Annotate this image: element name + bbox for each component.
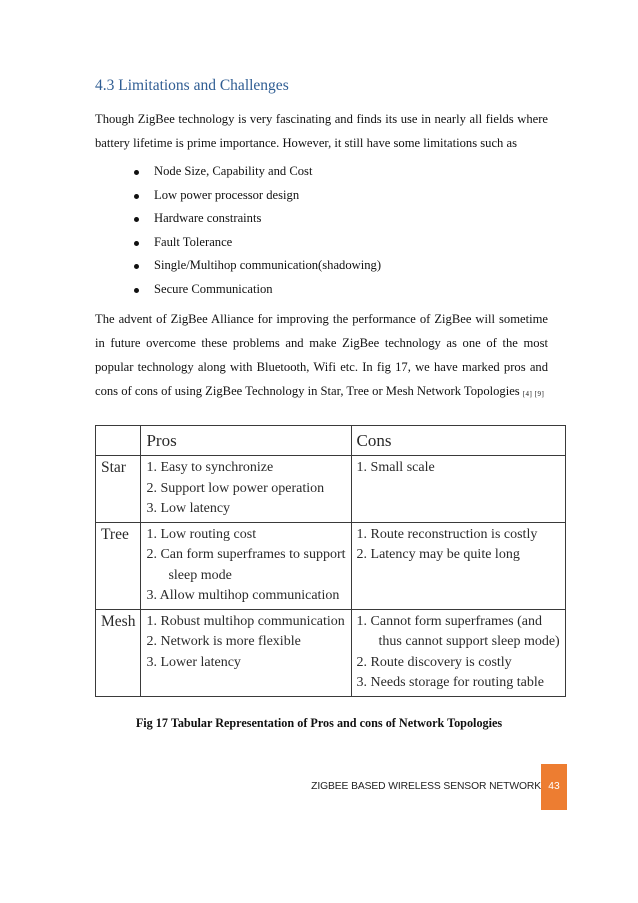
- body-paragraph: [95, 307, 548, 405]
- list-item-text: Secure Communication: [154, 281, 273, 296]
- pros-item: 2. Network is more flexible: [146, 634, 301, 649]
- section-title: 4.3 Limitations and Challenges: [95, 77, 289, 94]
- pros-item: 3. Lower latency: [146, 654, 241, 670]
- page-number: 43: [548, 781, 560, 792]
- citation: [4] [9]: [522, 390, 545, 398]
- page-number-badge: [541, 764, 567, 810]
- table-row: [96, 522, 566, 609]
- cons-item: 3. Needs storage for routing table: [356, 675, 544, 690]
- list-item: [134, 254, 381, 278]
- cons-item: thus cannot support sleep mode): [378, 634, 560, 649]
- body-line: The advent of ZigBee Alliance for improving the performance of ZigBee will sometime: [95, 312, 548, 326]
- cons-item: 1. Cannot form superframes (and: [356, 613, 542, 629]
- bullet-icon: [134, 217, 139, 222]
- pros-item: 1. Robust multihop communication: [146, 613, 345, 629]
- pros-item: 1. Easy to synchronize: [146, 460, 274, 475]
- table-header-row: [96, 426, 566, 456]
- body-line: [95, 379, 548, 405]
- bullet-icon: [134, 241, 139, 246]
- row-pros: [141, 522, 351, 609]
- list-item-text: Hardware constraints: [154, 211, 262, 225]
- row-cons: [351, 456, 565, 523]
- list-item: [134, 278, 381, 302]
- pros-item: 2. Can form superframes to support: [146, 547, 346, 562]
- list-item-text: Single/Multihop communication(shadowing): [154, 258, 382, 272]
- table-header-cons: Cons: [351, 426, 565, 456]
- list-item: [134, 184, 381, 208]
- cons-item: 1. Small scale: [356, 460, 435, 475]
- list-item: [134, 160, 381, 184]
- figure-caption: Fig 17 Tabular Representation of Pros and cons of Network Topologies: [135, 716, 503, 730]
- bullet-icon: [134, 170, 139, 175]
- pros-item: sleep mode: [168, 567, 232, 583]
- running-footer-title: ZIGBEE BASED WIRELESS SENSOR NETWORK: [311, 781, 541, 792]
- cons-item: 1. Route reconstruction is costly: [356, 526, 538, 542]
- pros-item: 2. Support low power operation: [146, 480, 325, 496]
- row-topology: Star: [96, 456, 141, 523]
- table-row: [96, 609, 566, 696]
- row-cons: [351, 609, 565, 696]
- row-pros: [141, 609, 351, 696]
- pros-item: 1. Low routing cost: [146, 526, 257, 542]
- limitations-list: [134, 160, 381, 301]
- cons-item: 2. Latency may be quite long: [356, 547, 520, 562]
- body-line: popular technology along with Bluetooth, Wifi etc. In fig 17, we have marked pros and: [95, 360, 548, 374]
- list-item-text: Low power processor design: [154, 187, 300, 202]
- row-topology: Mesh: [96, 609, 141, 696]
- list-item: [134, 231, 381, 255]
- table-row: [96, 456, 566, 523]
- list-item: [134, 207, 381, 231]
- bullet-icon: [134, 264, 139, 269]
- bullet-icon: [134, 288, 139, 293]
- body-line: in future overcome these problems and make ZigBee technology as one of the most: [95, 336, 548, 350]
- table-header-corner: [96, 426, 141, 456]
- cons-item: 2. Route discovery is costly: [356, 654, 512, 670]
- pros-item: 3. Low latency: [146, 501, 231, 516]
- intro-paragraph: [95, 107, 548, 155]
- list-item-text: Fault Tolerance: [154, 234, 233, 249]
- row-cons: [351, 522, 565, 609]
- intro-line: battery lifetime is prime importance. However, it still have some limitations such as: [95, 136, 517, 150]
- body-line-text: cons of cons of using ZigBee Technology in Star, Tree or Mesh Network Topologies: [95, 384, 520, 398]
- list-item-text: Node Size, Capability and Cost: [154, 164, 313, 178]
- row-topology: Tree: [96, 522, 141, 609]
- pros-item: 3. Allow multihop communication: [146, 588, 340, 603]
- pros-cons-table: [95, 425, 566, 697]
- intro-line: Though ZigBee technology is very fascinating and finds its use in nearly all fields where: [95, 112, 548, 126]
- bullet-icon: [134, 194, 139, 199]
- table-header-pros: Pros: [141, 426, 351, 456]
- row-pros: [141, 456, 351, 523]
